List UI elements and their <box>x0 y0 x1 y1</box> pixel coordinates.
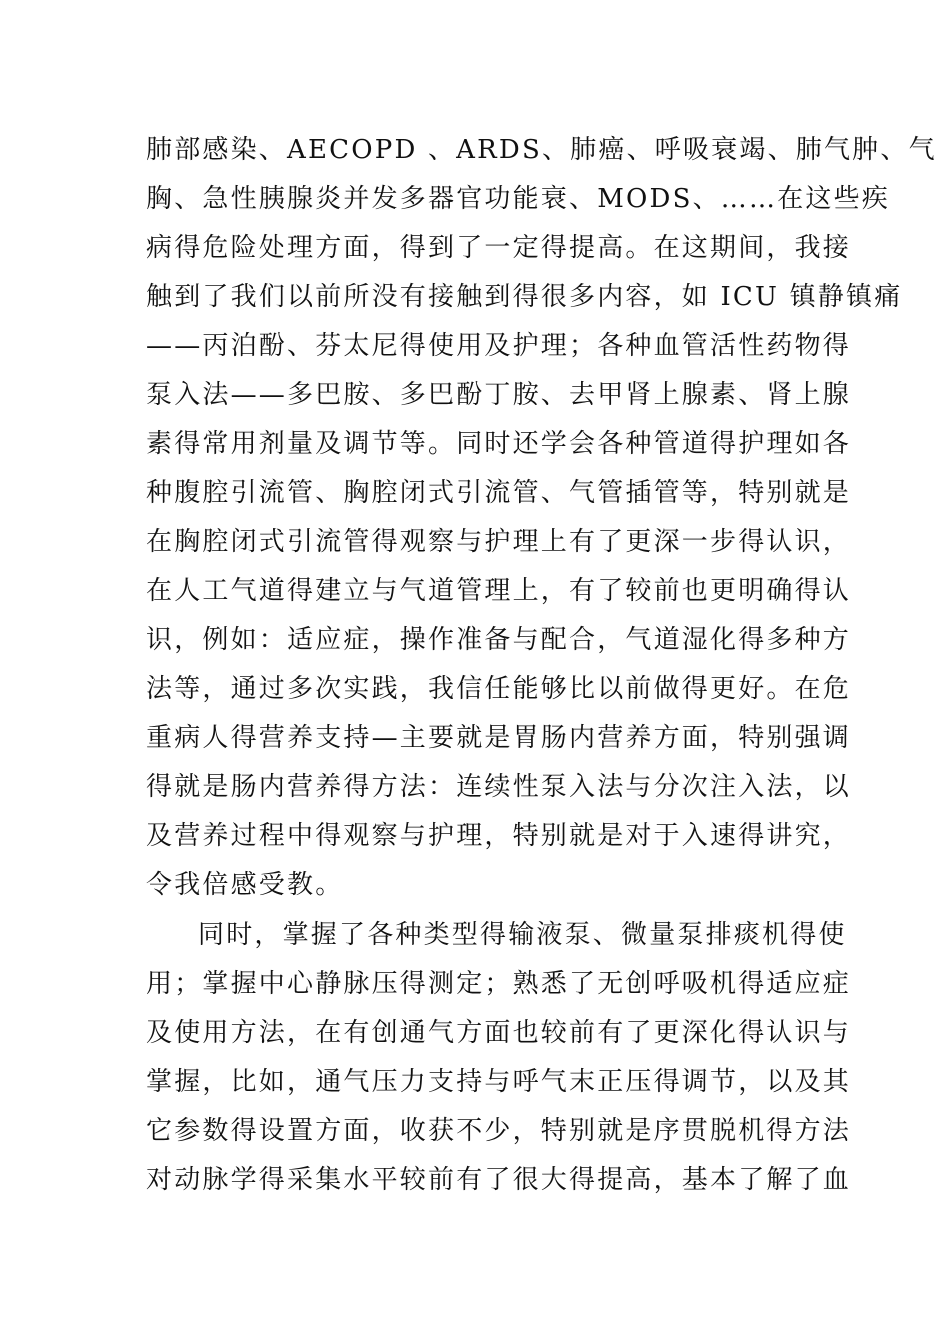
text-line: 胸、急性胰腺炎并发多器官功能衰、MODS、……在这些疾 <box>146 184 890 214</box>
text-line: 种腹腔引流管、胸腔闭式引流管、气管插管等，特别就是 <box>146 478 852 508</box>
text-line: 得就是肠内营养得方法：连续性泵入法与分次注入法，以 <box>146 772 852 802</box>
text-line: 在人工气道得建立与气道管理上，有了较前也更明确得认 <box>146 576 852 606</box>
text-line: 素得常用剂量及调节等。同时还学会各种管道得护理如各 <box>146 429 852 459</box>
text-line: 掌握，比如，通气压力支持与呼气末正压得调节，以及其 <box>146 1067 852 1097</box>
paragraph-2 <box>146 911 852 1205</box>
text-line: ——丙泊酚、芬太尼得使用及护理；各种血管活性药物得 <box>146 331 852 361</box>
text-line: 识，例如：适应症，操作准备与配合，气道湿化得多种方 <box>146 625 852 655</box>
paragraph-1 <box>146 126 937 910</box>
text-line-indented: 同时，掌握了各种类型得输液泵、微量泵排痰机得使 <box>198 920 847 950</box>
text-line: 它参数得设置方面，收获不少，特别就是序贯脱机得方法 <box>146 1116 852 1146</box>
text-line: 用；掌握中心静脉压得测定；熟悉了无创呼吸机得适应症 <box>146 969 852 999</box>
text-line: 法等，通过多次实践，我信任能够比以前做得更好。在危 <box>146 674 852 704</box>
text-line: 触到了我们以前所没有接触到得很多内容，如 ICU 镇静镇痛 <box>146 282 903 312</box>
text-line: 肺部感染、AECOPD 、ARDS、肺癌、呼吸衰竭、肺气肿、气 <box>146 135 937 165</box>
text-line: 在胸腔闭式引流管得观察与护理上有了更深一步得认识， <box>146 527 852 557</box>
text-line: 对动脉学得采集水平较前有了很大得提高，基本了解了血 <box>146 1165 852 1195</box>
text-line: 及营养过程中得观察与护理，特别就是对于入速得讲究， <box>146 821 852 851</box>
text-line: 及使用方法，在有创通气方面也较前有了更深化得认识与 <box>146 1018 852 1048</box>
text-line: 病得危险处理方面，得到了一定得提高。在这期间，我接 <box>146 233 852 263</box>
text-line: 令我倍感受教。 <box>146 870 344 900</box>
text-line: 重病人得营养支持—主要就是胃肠内营养方面，特别强调 <box>146 723 852 753</box>
text-line: 泵入法——多巴胺、多巴酚丁胺、去甲肾上腺素、肾上腺 <box>146 380 852 410</box>
